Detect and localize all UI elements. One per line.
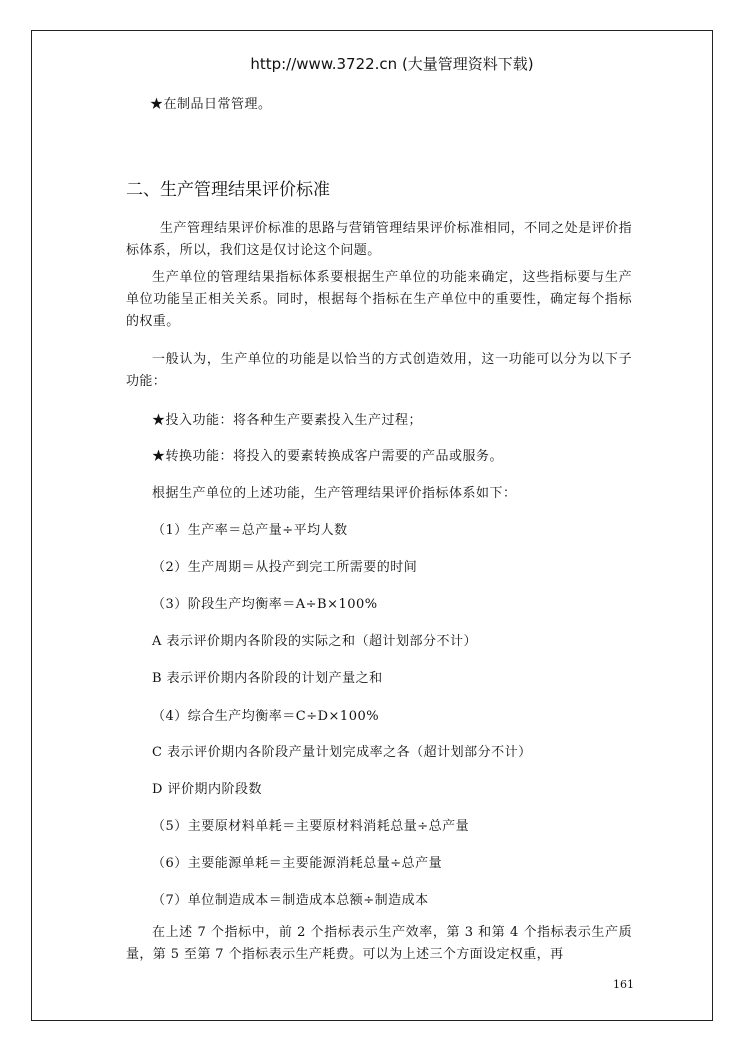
paragraph-2: 生产单位的管理结果指标体系要根据生产单位的功能来确定，这些指标要与生产单位功能呈正相关关系。同时，根据每个指标在生产单位中的重要性，确定每个指标的权重。: [126, 270, 632, 329]
closing-paragraph: 在上述 7 个指标中，前 2 个指标表示生产效率，第 3 和第 4 个指标表示生产质量，第 5 至第 7 个指标表示生产耗费。可以为上述三个方面设定权重，再: [126, 925, 632, 962]
list-item: （7）单位制造成本＝制造成本总额÷制造成本: [152, 893, 429, 908]
list-item: A 表示评价期内各阶段的实际之和（超计划部分不计）: [152, 634, 478, 649]
page-number: 161: [613, 978, 634, 991]
header-url: http://www.3722.cn (大量管理资料下载): [250, 55, 534, 73]
list-item: C 表示评价期内各阶段产量计划完成率之各（超计划部分不计）: [152, 745, 532, 760]
section-title: 二、生产管理结果评价标准: [126, 180, 330, 200]
list-item: B 表示评价期内各阶段的计划产量之和: [152, 671, 383, 686]
list-item: （5）主要原材料单耗＝主要原材料消耗总量÷总产量: [152, 819, 470, 834]
list-item: （1）生产率＝总产量÷平均人数: [152, 523, 348, 538]
paragraph-1: 生产管理结果评价标准的思路与营销管理结果评价标准相同，不同之处是评价指标体系，所以，我们这是仅讨论这个问题。: [126, 221, 632, 258]
list-item: （6）主要能源单耗＝主要能源消耗总量÷总产量: [152, 856, 443, 871]
paragraph-3: 一般认为，生产单位的功能是以恰当的方式创造效用，这一功能可以分为以下子功能：: [126, 352, 632, 389]
list-item: （2）生产周期＝从投产到完工所需要的时间: [152, 560, 418, 575]
top-bullet: ★在制品日常管理。: [150, 97, 272, 112]
list-item: D 评价期内阶段数: [152, 782, 263, 797]
intro-line: 根据生产单位的上述功能，生产管理结果评价指标体系如下：: [152, 486, 517, 501]
list-item: （3）阶段生产均衡率＝A÷B×100%: [152, 597, 378, 612]
list-item: （4）综合生产均衡率＝C÷D×100%: [152, 709, 380, 724]
bullet-input-function: ★投入功能：将各种生产要素投入生产过程；: [152, 413, 423, 428]
bullet-transform-function: ★转换功能：将投入的要素转换成客户需要的产品或服务。: [152, 449, 504, 464]
